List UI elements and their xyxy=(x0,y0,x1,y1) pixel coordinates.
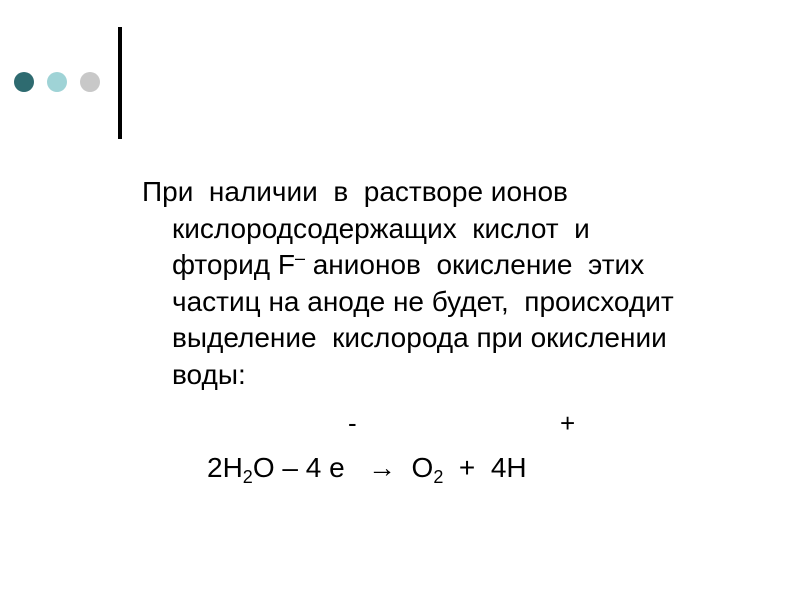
paragraph-line-4: частиц на аноде не будет, происходит xyxy=(172,285,674,317)
paragraph-line-5: выделение кислорода при окислении xyxy=(172,322,667,353)
bullet-dot-dark xyxy=(14,72,34,92)
paragraph xyxy=(142,174,742,393)
equation-subscript-2: 2 xyxy=(433,467,444,487)
paragraph-line-2: кислородсодержащих кислот и xyxy=(172,212,590,244)
charge-plus: + xyxy=(560,408,576,438)
equation-subscript-1: 2 xyxy=(242,467,253,487)
vertical-divider xyxy=(118,27,122,139)
paragraph-line-3-end: анионов окисление этих xyxy=(304,249,645,280)
paragraph-line-3-start: фторид F xyxy=(172,249,295,280)
charge-minus: - xyxy=(348,408,357,438)
paragraph-line-6: воды: xyxy=(172,358,246,390)
equation-part-2: O – 4 e → O xyxy=(252,452,434,483)
equation-part-1: 2H xyxy=(207,452,243,483)
bullet-dot-gray xyxy=(80,72,100,92)
chemical-equation xyxy=(207,452,527,487)
fluoride-charge: – xyxy=(294,248,305,268)
equation-part-3: + 4H xyxy=(443,452,527,483)
bullet-dot-light xyxy=(47,72,67,92)
paragraph-line-1: При наличии в растворе ионов xyxy=(142,176,568,207)
paragraph-line-3 xyxy=(142,247,742,284)
charge-row xyxy=(0,408,800,438)
